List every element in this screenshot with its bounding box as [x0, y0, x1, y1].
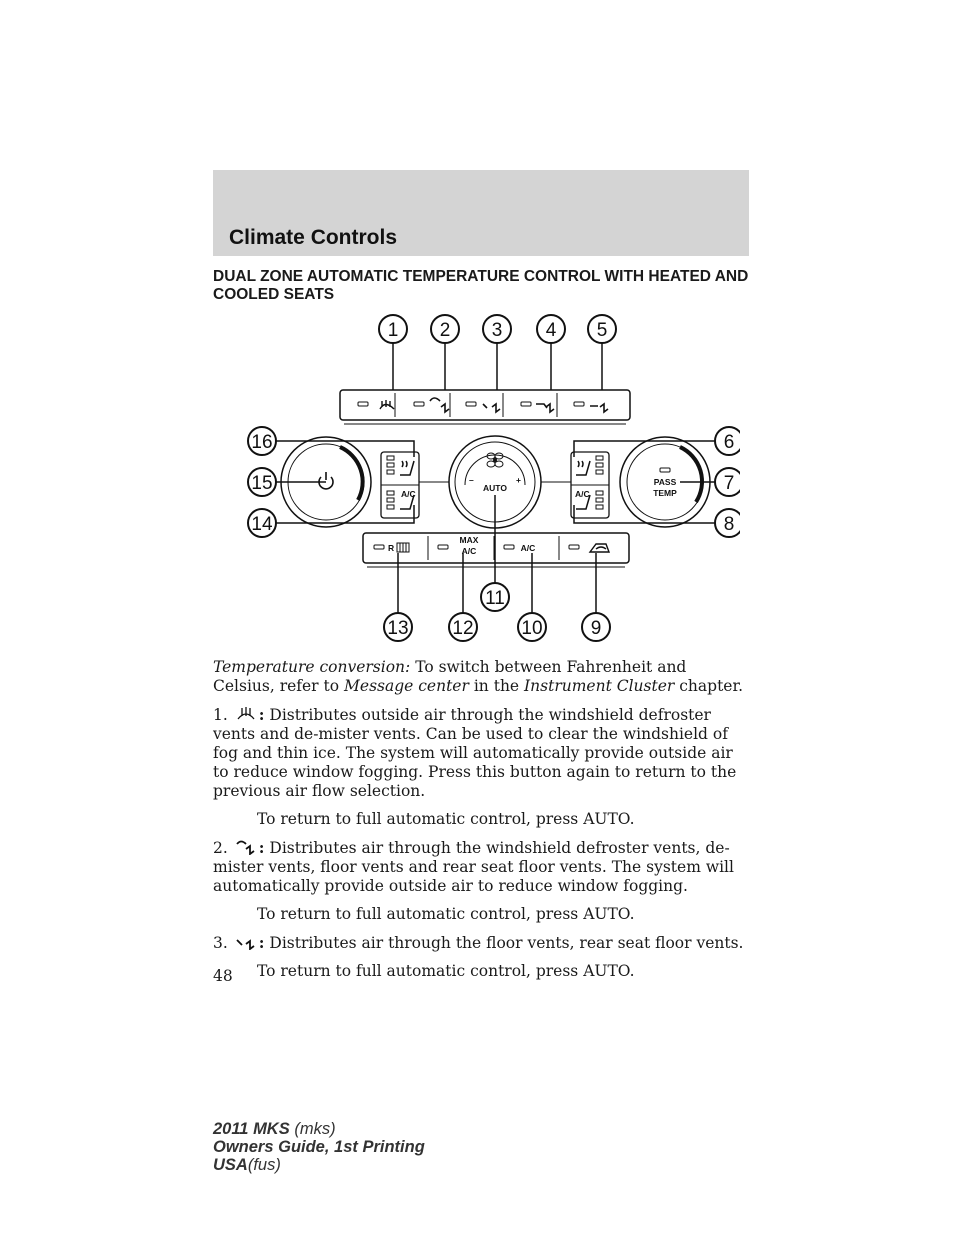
footer-model-code: (mks) — [294, 1120, 336, 1138]
item-2-paragraph: 2. : Distributes air through the windshield defroster vents, de-mister vents, floor vents and rear seat floor vents. The system will automatically provide outside air to reduce window fogging. — [213, 838, 734, 895]
callout-9-label: 9 — [590, 618, 602, 639]
callout-1-label: 1 — [387, 320, 399, 341]
callout-15-label: 15 — [251, 473, 273, 494]
callout-6 — [715, 427, 740, 455]
item-2-number: 2. — [213, 839, 228, 857]
footer-guide: Owners Guide, 1st Printing — [213, 1138, 425, 1156]
callout-15 — [248, 468, 276, 496]
temperature-conversion-paragraph — [213, 658, 753, 696]
section-header-band — [213, 170, 749, 256]
temp-label: TEMP — [653, 488, 677, 498]
conversion-text-1: To switch between Fahrenheit and Celsius, refer to — [213, 658, 687, 695]
footer-market-code: (fus) — [247, 1156, 281, 1174]
item-3-text: Distributes air through the floor vents, rear seat floor vents. — [269, 934, 744, 952]
instrument-cluster-ref: Instrument Cluster — [524, 677, 675, 695]
item-2-text: Distributes air through the windshield defroster vents, de-mister vents, floor vents and rear seat floor vents. The system will automatically provide outside air to reduce window fogging. — [213, 839, 734, 895]
callout-5-label: 5 — [596, 320, 608, 341]
item-3-number: 3. — [213, 934, 228, 952]
callout-2-label: 2 — [439, 320, 451, 341]
footer-market: USA — [213, 1156, 248, 1174]
defrost-floor-icon — [235, 839, 257, 855]
callout-8-label: 8 — [723, 514, 735, 535]
fan-minus-label: – — [469, 475, 474, 485]
callout-7-label: 7 — [723, 473, 735, 494]
max-label: MAX — [459, 535, 479, 545]
callout-4-label: 4 — [545, 320, 557, 341]
callout-4 — [537, 315, 565, 343]
callout-3-label: 3 — [491, 320, 503, 341]
driver-seat-ac-label: A/C — [401, 489, 416, 499]
ac-label: A/C — [520, 543, 536, 553]
callout-13-label: 13 — [387, 618, 409, 639]
item-1-auto-note: To return to full automatic control, press AUTO. — [257, 810, 635, 828]
callout-3 — [483, 315, 511, 343]
chapter-title: Climate Controls — [229, 226, 398, 249]
section-heading: DUAL ZONE AUTOMATIC TEMPERATURE CONTROL WITH HEATED AND COOLED SEATS — [213, 268, 749, 303]
footer-model: 2011 MKS — [213, 1120, 290, 1138]
floor-icon — [235, 934, 257, 950]
climate-control-diagram — [240, 305, 740, 645]
callout-9 — [582, 613, 610, 641]
conversion-text-2: in the — [473, 677, 520, 695]
callout-14 — [248, 509, 276, 537]
item-3-auto-note: To return to full automatic control, press AUTO. — [257, 962, 635, 980]
item-1-paragraph: 1. : Distributes outside air through the windshield defroster vents and de-mister vents. Can be used to clear the windshield of fog and thin ice. The system will automatically provide outside air to reduce window fogging. Press this button again to return to the previous air flow selection. — [213, 705, 737, 800]
callout-8 — [715, 509, 740, 537]
passenger-seat-ac-label: A/C — [575, 489, 590, 499]
callout-1 — [379, 315, 407, 343]
callout-10-label: 10 — [521, 618, 543, 639]
item-2-auto-note: To return to full automatic control, press AUTO. — [257, 905, 635, 923]
footer — [213, 1120, 425, 1174]
conversion-text-3: chapter. — [679, 677, 744, 695]
callout-13 — [384, 613, 412, 641]
page-number: 48 — [213, 967, 233, 985]
rear-label: R — [388, 543, 395, 553]
callout-16-label: 16 — [251, 432, 273, 453]
fan-plus-label: + — [516, 475, 521, 485]
callout-6-label: 6 — [723, 432, 735, 453]
callout-10 — [518, 613, 546, 641]
conversion-label: Temperature conversion: — [213, 658, 411, 676]
callout-12-label: 12 — [452, 618, 474, 639]
callout-12 — [449, 613, 477, 641]
pass-label: PASS — [653, 477, 677, 487]
message-center-ref: Message center — [344, 677, 469, 695]
item-1-number: 1. — [213, 706, 228, 724]
callout-11 — [481, 583, 509, 611]
passenger-seat-controls — [571, 452, 609, 518]
body-text — [213, 658, 753, 990]
item-3-paragraph: 3. : Distributes air through the floor vents, rear seat floor vents. — [213, 933, 744, 952]
callout-11-label: 11 — [485, 588, 505, 609]
callout-2 — [431, 315, 459, 343]
callout-5 — [588, 315, 616, 343]
defrost-icon — [235, 706, 257, 722]
callout-16 — [248, 427, 276, 455]
item-1-text: Distributes outside air through the windshield defroster vents and de-mister vents. Can be used to clear the windshield of fog and thin ice. The system will automatically provide outside air to reduce window fogging. Press this button again to return to the previous air flow selection. — [213, 706, 737, 800]
callout-7 — [715, 468, 740, 496]
auto-label: AUTO — [483, 483, 507, 493]
max-ac-label: A/C — [461, 546, 477, 556]
callout-14-label: 14 — [251, 514, 273, 535]
